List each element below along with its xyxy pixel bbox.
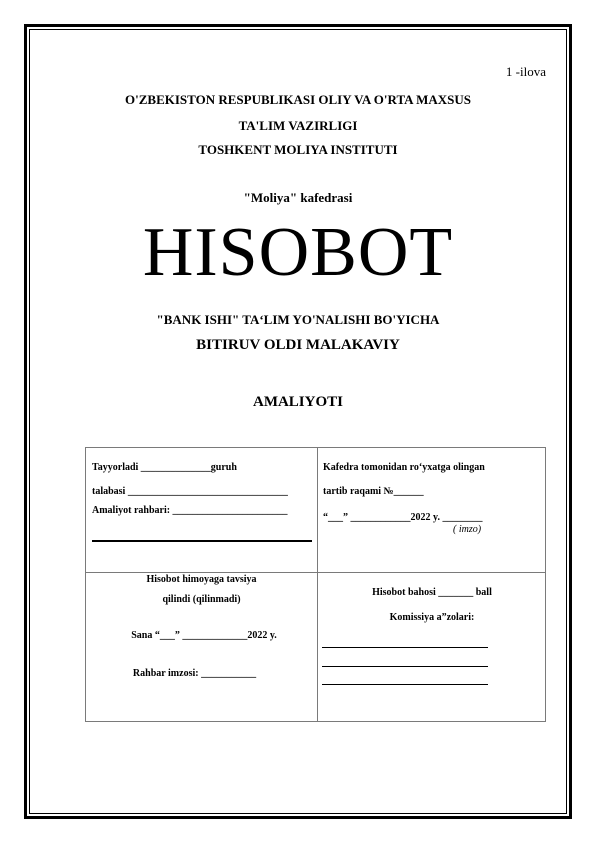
table-divider-vertical [317,448,318,721]
ministry-line-1: O'ZBEKISTON RESPUBLIKASI OLIY VA O'RTA MAXSUS [125,92,471,107]
supervisor-field: Amaliyot rahbari: _______________________ [92,505,288,516]
annex-label: 1 -ilova [505,64,546,79]
prepared-by-field: Tayyorladi ______________guruh [92,462,237,473]
table-divider-horizontal [86,572,545,573]
department-name: "Moliya" kafedrasi [243,190,353,205]
title-line-3: AMALIYOTI [252,394,343,410]
ministry-line-2: TA'LIM VAZIRLIGI [238,118,358,133]
info-table [85,447,546,722]
commission-label: Komissiya a”zolari: [389,612,475,623]
registration-label: Kafedra tomonidan ro‘yxatga olingan [323,462,485,473]
recommendation-line-1: Hisobot himoyaga tavsiya [146,574,257,585]
commission-member-line-1 [322,647,488,648]
signature-rule [92,540,312,542]
commission-member-line-3 [322,684,488,685]
commission-member-line-2 [322,666,488,667]
recommendation-line-2: qilindi (qilinmadi) [162,594,241,605]
document-title: HISOBOT [142,214,454,291]
institute-name: TOSHKENT MOLIYA INSTITUTI [198,142,398,157]
registration-number-field: tartib raqami №______ [323,486,424,497]
student-field: talabasi ________________________________ [92,486,288,497]
grade-field: Hisobot bahosi _______ ball [372,587,492,598]
title-line-1: "BANK ISHI" TA‘LIM YO'NALISHI BO'YICHA [156,312,440,327]
supervisor-signature-field: Rahbar imzosi: ___________ [132,668,257,679]
signature-hint: ( imzo) [453,524,482,535]
title-line-2: BITIRUV OLDI MALAKAVIY [196,337,400,353]
registration-date-field: “___” ____________2022 y. ________ [323,512,483,523]
recommendation-date-field: Sana “___” _____________2022 y. [131,630,277,641]
